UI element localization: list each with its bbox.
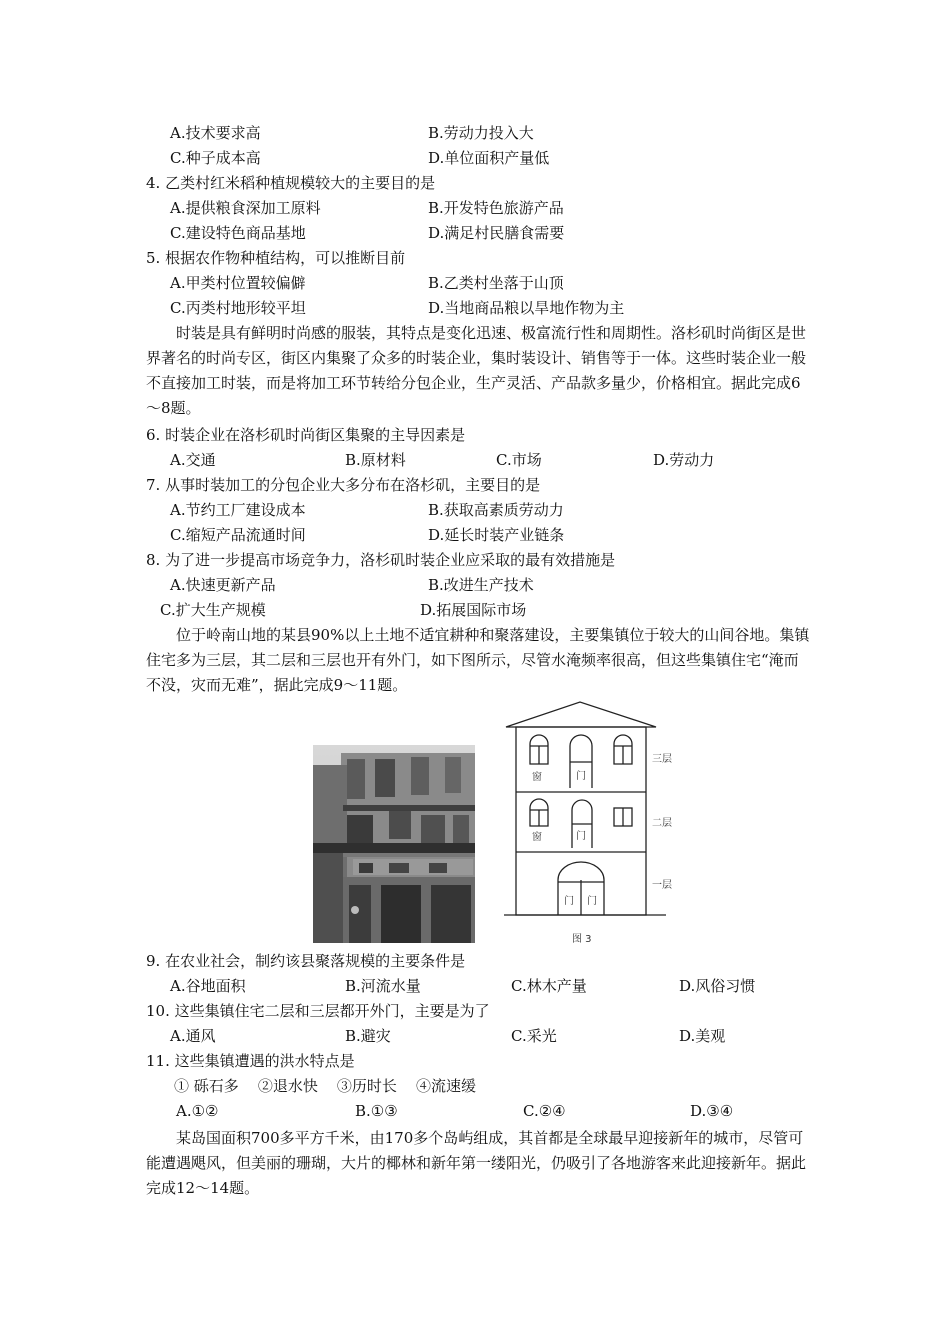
q8-option-a: A.快速更新产品 [170,576,276,594]
passage-lingnan: 位于岭南山地的某县90%以上土地不适宜耕种和聚落建设，主要集镇位于较大的山间谷地。集镇住宅多为三层，其二层和三层也开有外门，如下图所示，尽管水淹频率很高，但这些集镇住宅“淹而不没，灾而无难”，据此完成9～11题。 [146,626,810,694]
q3-option-b: B.劳动力投入大 [428,124,534,142]
label-door-floor1-left: 门 [564,896,574,907]
q7-stem: 7. 从事时装加工的分包企业大多分布在洛杉矶，主要目的是 [146,476,541,494]
q8-stem: 8. 为了进一步提高市场竞争力，洛杉矶时装企业应采取的最有效措施是 [146,551,616,569]
label-floor1: 一层 [652,880,672,891]
label-door-floor1-right: 门 [587,896,597,907]
q6-option-a: A.交通 [170,451,216,469]
label-window-floor2: 窗 [532,832,542,843]
q11-option-d: D.③④ [690,1102,734,1120]
q6-option-b: B.原材料 [345,451,406,469]
q11-stem: 11. 这些集镇遭遇的洪水特点是 [146,1052,355,1070]
q11-items: ① 砾石多 ②退水快 ③历时长 ④流速缓 [174,1077,476,1095]
q9-option-d: D.风俗习惯 [679,977,756,995]
label-door-floor2: 门 [576,831,586,842]
label-floor3: 三层 [652,754,672,765]
roof [506,702,656,727]
q10-option-d: D.美观 [679,1027,726,1045]
passage-island-nation: 某岛国面积700多平方千米，由170多个岛屿组成，其首都是全球最早迎接新年的城市，尽管可能遭遇飓风，但美丽的珊瑚，大片的椰林和新年第一缕阳光，仍吸引了各地游客来此迎接新年。据此完成12～14题。 [146,1129,807,1197]
q10-stem: 10. 这些集镇住宅二层和三层都开外门，主要是为了 [146,1002,490,1020]
label-floor2: 二层 [652,818,672,829]
label-door-floor3: 门 [576,771,586,782]
label-window-floor3: 窗 [532,772,542,783]
q5-stem: 5. 根据农作物种植结构，可以推断目前 [146,249,406,267]
q7-option-c: C.缩短产品流通时间 [170,526,306,544]
q8-option-d: D.拓展国际市场 [420,601,527,619]
q6-stem: 6. 时装企业在洛杉矶时尚街区集聚的主导因素是 [146,426,466,444]
q9-stem: 9. 在农业社会，制约该县聚落规模的主要条件是 [146,952,466,970]
q3-option-a: A.技术要求高 [170,124,261,142]
q7-option-a: A.节约工厂建设成本 [170,501,306,519]
house-photo [313,745,475,943]
q4-stem: 4. 乙类村红米稻种植规模较大的主要目的是 [146,174,436,192]
q3-option-c: C.种子成本高 [170,149,261,167]
q5-option-d: D.当地商品粮以旱地作物为主 [428,299,625,317]
q5-option-b: B.乙类村坐落于山顶 [428,274,564,292]
q7-option-d: D.延长时装产业链条 [428,526,565,544]
passage-fashion: 时装是具有鲜明时尚感的服装，其特点是变化迅速、极富流行性和周期性。洛杉矶时尚街区是世界著名的时尚专区，街区内集聚了众多的时装企业，集时装设计、销售等于一体。这些时装企业一般不直接加工时装，而是将加工环节转给分包企业，生产灵活、产品款多量少，价格相宜。据此完成6～8题。 [146,324,807,417]
q9-option-c: C.林木产量 [511,977,587,995]
q6-option-d: D.劳动力 [653,451,715,469]
q10-option-b: B.避灾 [345,1027,391,1045]
q11-option-b: B.①③ [355,1102,398,1120]
figure-caption: 图 3 [572,934,592,945]
q8-option-c: C.扩大生产规模 [160,601,266,619]
house-diagram-svg [500,700,690,950]
q4-option-a: A.提供粮食深加工原料 [170,199,321,217]
q9-option-b: B.河流水量 [345,977,421,995]
house-diagram [500,700,690,950]
q4-option-d: D.满足村民膳食需要 [428,224,565,242]
q3-option-d: D.单位面积产量低 [428,149,550,167]
q7-option-b: B.获取高素质劳动力 [428,501,564,519]
q4-option-b: B.开发特色旅游产品 [428,199,564,217]
q9-option-a: A.谷地面积 [170,977,246,995]
q5-option-a: A.甲类村位置较偏僻 [170,274,306,292]
q5-option-c: C.丙类村地形较平坦 [170,299,306,317]
q6-option-c: C.市场 [496,451,542,469]
q10-option-c: C.采光 [511,1027,557,1045]
q4-option-c: C.建设特色商品基地 [170,224,306,242]
q8-option-b: B.改进生产技术 [428,576,534,594]
q11-option-c: C.②④ [523,1102,566,1120]
q11-option-a: A.①② [176,1102,219,1120]
q10-option-a: A.通风 [170,1027,216,1045]
